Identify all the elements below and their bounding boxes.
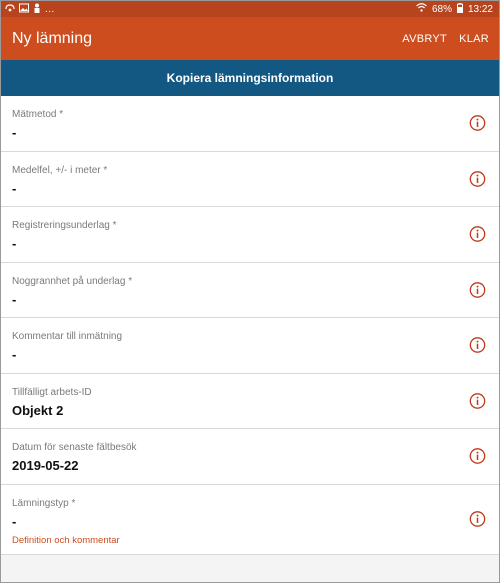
- field-label: Lämningstyp *: [12, 497, 76, 509]
- form-list: [1, 96, 499, 555]
- field-value: Objekt 2: [12, 402, 64, 418]
- info-icon[interactable]: [469, 392, 486, 409]
- info-icon[interactable]: [469, 115, 486, 132]
- field-measurement-method[interactable]: [1, 96, 499, 152]
- field-temporary-work-id[interactable]: [1, 374, 499, 430]
- field-label: Tillfälligt arbets-ID: [12, 386, 92, 398]
- person-icon: [33, 3, 41, 16]
- field-label: Registreringsunderlag *: [12, 220, 117, 231]
- field-value: -: [12, 291, 17, 307]
- info-icon[interactable]: [469, 281, 486, 298]
- image-icon: [19, 3, 29, 16]
- cancel-button[interactable]: AVBRYT: [402, 32, 448, 45]
- field-label: Datum för senaste fältbesök: [12, 442, 137, 453]
- field-label: Mätmetod *: [12, 109, 64, 120]
- field-label: Noggrannhet på underlag *: [12, 275, 133, 287]
- info-icon[interactable]: [469, 448, 486, 465]
- field-measurement-comment[interactable]: [1, 318, 499, 374]
- page-title: Ny lämning: [12, 29, 93, 47]
- status-more-dots: ...: [45, 3, 55, 15]
- status-bar: [1, 1, 499, 17]
- copy-info-button[interactable]: Kopiera lämningsinformation: [1, 60, 499, 96]
- battery-percent: 68%: [431, 3, 452, 15]
- wifi-icon: [416, 3, 427, 15]
- field-last-visit-date[interactable]: [1, 429, 499, 485]
- field-value: 2019-05-22: [12, 458, 79, 473]
- info-icon[interactable]: [469, 226, 486, 243]
- info-icon[interactable]: [469, 511, 486, 528]
- field-basis-accuracy[interactable]: [1, 263, 499, 319]
- field-label: Medelfel, +/- i meter *: [12, 164, 108, 176]
- field-mean-error[interactable]: [1, 152, 499, 208]
- battery-icon: [457, 3, 463, 16]
- field-value: -: [12, 513, 17, 529]
- field-value: -: [12, 347, 17, 362]
- done-button[interactable]: KLAR: [459, 32, 489, 45]
- field-value: -: [12, 236, 17, 251]
- field-label: Kommentar till inmätning: [12, 331, 123, 342]
- notification-icon: [5, 3, 15, 16]
- status-time: 13:22: [467, 3, 493, 15]
- status-right: [416, 3, 493, 16]
- info-icon[interactable]: [469, 170, 486, 187]
- field-value: -: [12, 180, 17, 196]
- field-remains-type[interactable]: [1, 485, 499, 555]
- field-registration-basis[interactable]: [1, 207, 499, 263]
- definition-comment-link[interactable]: Definition och kommentar: [12, 534, 120, 546]
- status-left: [5, 3, 55, 16]
- app-bar: [1, 17, 499, 60]
- app-bar-actions: [402, 33, 489, 45]
- info-icon[interactable]: [469, 337, 486, 354]
- field-value: -: [12, 125, 17, 140]
